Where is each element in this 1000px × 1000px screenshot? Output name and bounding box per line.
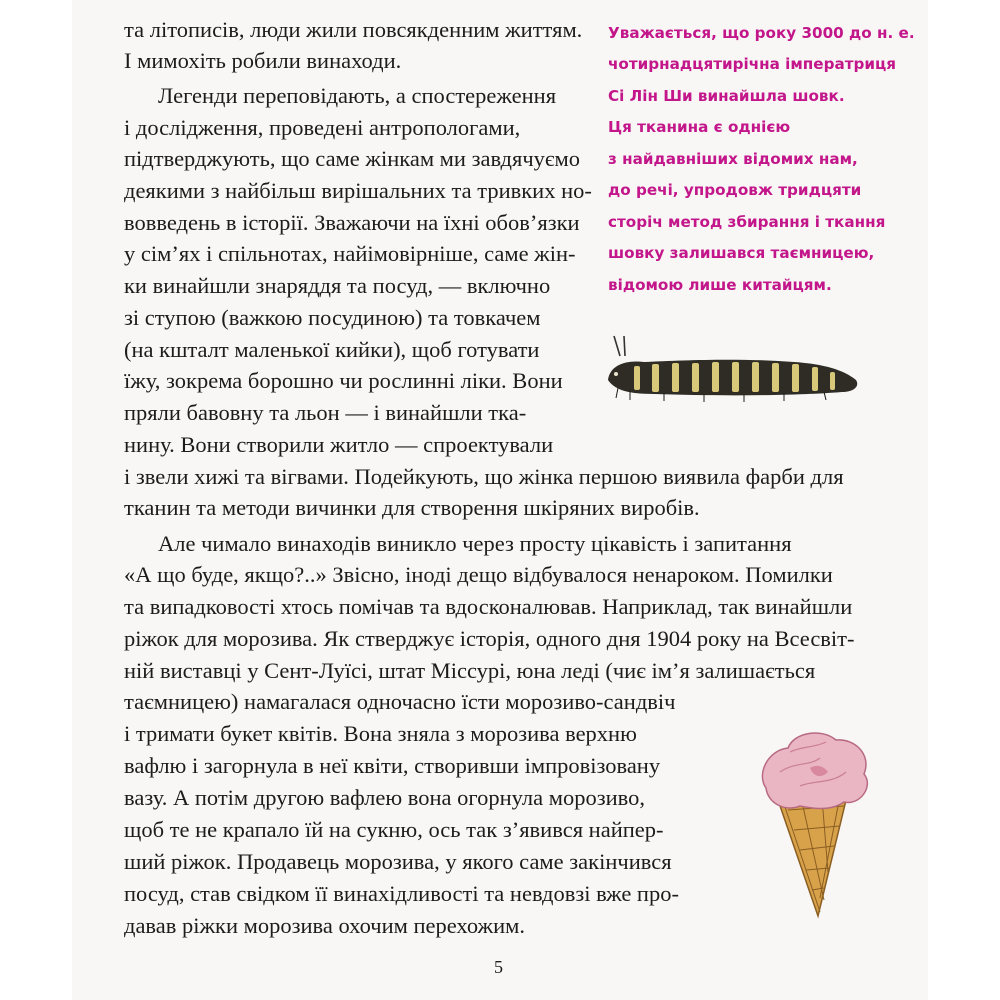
sidebar-line: шовку залишався таємницею, bbox=[608, 244, 875, 262]
text-line: та випадковості хтось помічав та вдосконалював. Наприклад, так винайшли bbox=[124, 594, 853, 619]
text-line: їжу, зокрема борошно чи рослинні ліки. Вони bbox=[124, 368, 563, 393]
text-line: і тримати букет квітів. Вона зняла з морозива верхню bbox=[124, 721, 637, 746]
text-line: тканин та методи вичинки для створення шкіряних виробів. bbox=[124, 495, 700, 520]
text-line: вазу. А потім другою вафлею вона огорнула морозиво, bbox=[124, 785, 645, 810]
text-line: давав ріжки морозива охочим перехожим. bbox=[124, 913, 525, 938]
text-line: І мимохіть робили винаходи. bbox=[124, 48, 402, 73]
sidebar-line: до речі, упродовж тридцяти bbox=[608, 181, 862, 199]
sidebar-line: Уважається, що року 3000 до н. е. bbox=[608, 24, 915, 42]
text-line: ки винайшли знаряддя та посуд, — включно bbox=[124, 273, 551, 298]
text-line: вовведень в історії. Зважаючи на їхні обов’язки bbox=[124, 210, 580, 235]
text-line: посуд, став свідком її винахідливості та невдовзі вже про- bbox=[124, 881, 679, 906]
text-line: у сім’ях і спільнотах, найімовірніше, саме жін- bbox=[124, 241, 576, 266]
text-line: нину. Вони створили житло — спроектували bbox=[124, 432, 554, 457]
text-line: «А що буде, якщо?..» Звісно, іноді дещо відбувалося ненароком. Помилки bbox=[124, 562, 833, 587]
text-line: зі ступою (важкою посудиною) та товкачем bbox=[124, 305, 541, 330]
text-line: і дослідження, проведені антропологами, bbox=[124, 115, 521, 140]
text-line: підтверджують, що саме жінкам ми завдячуємо bbox=[124, 146, 581, 171]
text-line: щоб те не крапало їй на сукню, ось так з’явився найпер- bbox=[124, 817, 664, 842]
text-line: Легенди переповідають, а спостереження bbox=[158, 83, 557, 108]
silkworm-caterpillar-illustration bbox=[594, 330, 874, 420]
text-line: та літописів, люди жили повсякденним життям. bbox=[124, 17, 583, 42]
text-line: (на кшталт маленької кийки), щоб готувати bbox=[124, 337, 540, 362]
sidebar-line: чотирнадцятирічна імператриця bbox=[608, 55, 897, 73]
text-line: таємницею) намагалася одночасно їсти морозиво-сандвіч bbox=[124, 689, 676, 714]
text-line: ріжок для морозива. Як стверджує історія, одного дня 1904 року на Всесвіт- bbox=[124, 626, 855, 651]
text-line: вафлю і загорнула в неї квіти, створивши імпровізовану bbox=[124, 753, 661, 778]
text-line: ший ріжок. Продавець морозива, у якого саме закінчився bbox=[124, 849, 672, 874]
text-line: Але чимало винаходів виникло через просту цікавість і запитання bbox=[158, 531, 792, 556]
page-number: 5 bbox=[494, 957, 503, 977]
text-line: ній виставці у Сент-Луїсі, штат Міссурі, юна леді (чиє ім’я залишається bbox=[124, 658, 816, 683]
sidebar-line: Сі Лін Ши винайшла шовк. bbox=[608, 87, 845, 105]
text-line: пряли бавовну та льон — і винайшли тка- bbox=[124, 400, 527, 425]
sidebar-line: Ця тканина є однією bbox=[608, 118, 791, 136]
ice-cream-cone-illustration bbox=[750, 722, 880, 922]
sidebar-line: відомою лише китайцям. bbox=[608, 276, 832, 294]
text-line: деякими з найбільш вирішальних та тривких но- bbox=[124, 178, 592, 203]
sidebar-line: з найдавніших відомих нам, bbox=[608, 150, 858, 168]
sidebar-line: сторіч метод збирання і ткання bbox=[608, 213, 886, 231]
text-line: і звели хижі та вігвами. Подейкують, що жінка першою виявила фарби для bbox=[124, 464, 844, 489]
